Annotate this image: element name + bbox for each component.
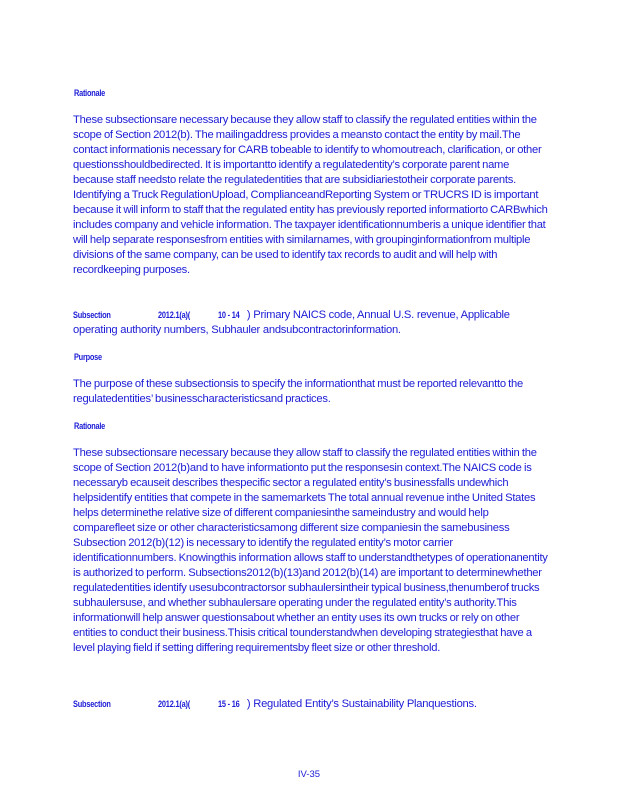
subsection-number: 2012.1(a)( xyxy=(157,699,190,709)
subsection-10-14 xyxy=(73,308,548,338)
rationale-heading-2: Rationale xyxy=(74,421,106,431)
subsection-range: 10 - 14 xyxy=(217,310,240,320)
rationale-paragraph-2: These subsectionsare necessary because they allow staff to classify the regulated entities within the scope of Section 2012(b)and to have informationto put the responsesin context.The NAICS code is necessaryb ecauseit describes thespecific sector a regulated entity’s businessfalls undewhich helpsidentify entities that compete in the samemarkets The total annual revenue inthe United States helps determinethe relative size of different companiesinthe sameindustry and would help comparefleet size or other characteristicsamong different size companiesin the samebusiness Subsection 2012(b)(12) is necessary to identify the regulated entity’s motor carrier identificationnumbers. Knowingthis information allows staff to understandthetypes of operationanentity is authorized to perform. Subsections2012(b)(13)and 2012(b)(14) are important to determinewhether regulatedentities identify usesubcontractorsor subhaulersintheir typical business,thenumberof trucks subhaulersuse, and whether subhaulersare operating under the regulated entity’s authority.This informationwill help answer questionsabout whether an entity uses its own trucks or rely on other entities to conduct their business.Thisis critical tounderstandwhen developing strategiesthat have a level playing field if setting differing requirementsby fleet size or other threshold. xyxy=(73,447,548,654)
subsection-number: 2012.1(a)( xyxy=(157,310,190,320)
subsection-text: ) Primary NAICS code, Annual U.S. revenue, Applicable operating authority numbers, Subhauler andsubcontractorinformation. xyxy=(73,309,510,336)
rationale-paragraph: These subsectionsare necessary because they allow staff to classify the regulated entities within the scope of Section 2012(b). The mailingaddress provides a meansto contact the entity by mail.The contact informationis necessary for CARB tobeable to identify to whomoutreach, clarification, or other questionsshouldbedirected. It is importantto identify a regulatedentity’s corporate parent name because staff needsto relate the regulatedentities that are subsidiariestotheir corporate parents. Identifying a Truck RegulationUpload, ComplianceandReporting System or TRUCRS ID is important because it will inform to staff that the regulated entity has previously reported informatiorto CARBwhich includes company and vehicle information. The taxpayer identificationnumberis a unique identifier that will help separate responsesfrom entities with similarnames, with groupinginformationfrom multiple divisions of the same company, can be used to identify tax records to audit and will help with recordkeeping purposes. xyxy=(73,114,548,276)
subsection-range: 15 - 16 xyxy=(217,699,240,709)
rationale-heading: Rationale xyxy=(74,88,106,98)
subsection-15-16 xyxy=(73,697,548,712)
purpose-paragraph: The purpose of these subsectionsis to specify the informationthat must be reported relevantto the regulatedentities’ businesscharacteristicsand practices. xyxy=(73,378,523,405)
subsection-label: Subsection xyxy=(73,310,111,320)
purpose-heading: Purpose xyxy=(74,352,102,362)
page-number: IV-35 xyxy=(297,769,321,780)
subsection-text: ) Regulated Entity’s Sustainability Planquestions. xyxy=(246,698,477,710)
subsection-label: Subsection xyxy=(73,699,111,709)
